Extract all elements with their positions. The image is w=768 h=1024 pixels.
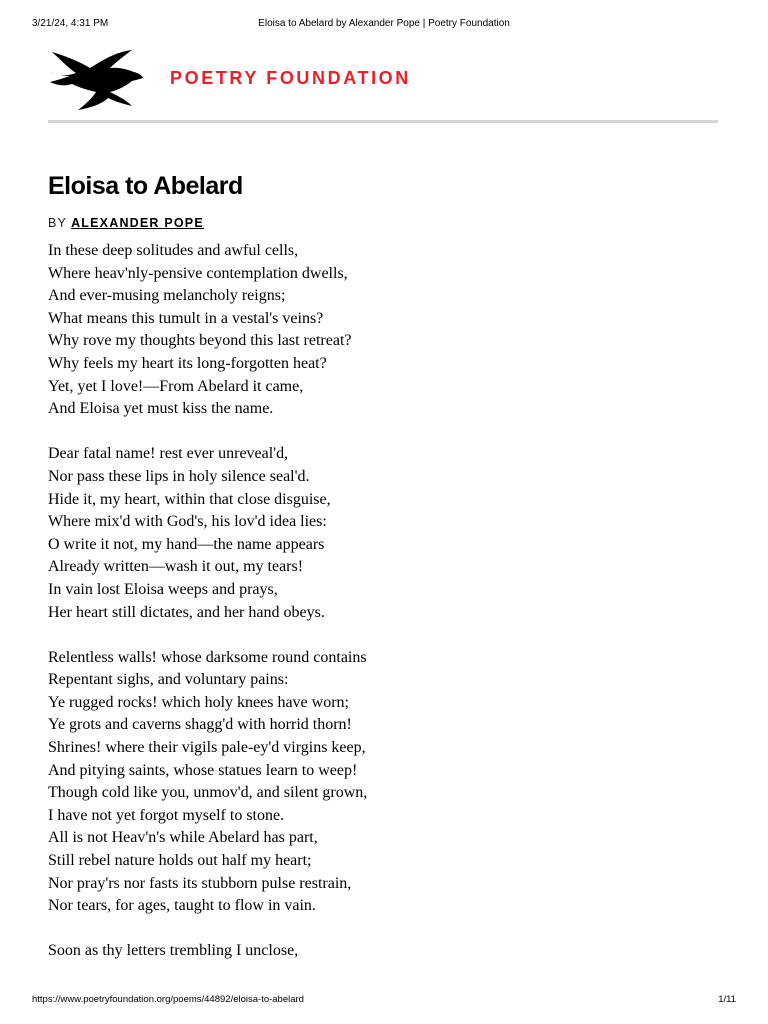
stanza: [48, 940, 608, 963]
byline: [48, 216, 204, 230]
print-datetime: 3/21/24, 4:31 PM: [32, 18, 109, 29]
site-logo[interactable]: [48, 46, 411, 110]
stanza: [48, 443, 608, 624]
poem-line: All is not Heav'n's while Abelard has part,: [48, 829, 318, 847]
poem-line: And ever-musing melancholy reigns;: [48, 287, 286, 305]
print-url: https://www.poetryfoundation.org/poems/44892/eloisa-to-abelard: [32, 994, 304, 1005]
poem-line: Why feels my heart its long-forgotten heat?: [48, 354, 327, 372]
poem-line: In vain lost Eloisa weeps and prays,: [48, 580, 278, 598]
poem-line: Still rebel nature holds out half my heart;: [48, 852, 312, 870]
pegasus-logo-icon: [48, 46, 144, 110]
poem-line: Why rove my thoughts beyond this last retreat?: [48, 332, 352, 350]
poem-line: And pitying saints, whose statues learn to weep!: [48, 761, 358, 779]
brand-name: POETRY FOUNDATION: [170, 67, 411, 88]
print-page-number: 1/11: [718, 994, 736, 1005]
poem-line: Repentant sighs, and voluntary pains:: [48, 671, 289, 689]
poem-line: Where mix'd with God's, his lov'd idea lies:: [48, 513, 327, 531]
poem-line: Where heav'nly-pensive contemplation dwells,: [48, 264, 348, 282]
poem-line: Ye grots and caverns shagg'd with horrid thorn!: [48, 716, 352, 734]
print-page-title: Eloisa to Abelard by Alexander Pope | Poetry Foundation: [258, 18, 510, 29]
byline-label: BY: [48, 216, 68, 230]
header-divider: [48, 120, 718, 123]
poem-title: Eloisa to Abelard: [48, 172, 243, 200]
poem-line: Yet, yet I love!—From Abelard it came,: [48, 377, 304, 395]
poem-line: Hide it, my heart, within that close disguise,: [48, 490, 331, 508]
poem-line: Nor pray'rs nor fasts its stubborn pulse restrain,: [48, 874, 352, 892]
poem-line: I have not yet forgot myself to stone.: [48, 806, 285, 824]
poem-line: Soon as thy letters trembling I unclose,: [48, 942, 299, 960]
print-footer: [32, 994, 736, 1006]
poem-line: In these deep solitudes and awful cells,: [48, 242, 299, 259]
poem-line: Ye rugged rocks! which holy knees have worn;: [48, 693, 349, 711]
stanza: [48, 647, 608, 918]
poem-body: [48, 240, 608, 986]
poem-line: Nor tears, for ages, taught to flow in vain.: [48, 897, 316, 915]
poem-line: And Eloisa yet must kiss the name.: [48, 400, 274, 418]
poem-line: Relentless walls! whose darksome round contains: [48, 648, 367, 666]
poem-line: Dear fatal name! rest ever unreveal'd,: [48, 445, 289, 463]
poem-line: Nor pass these lips in holy silence seal'd.: [48, 467, 310, 485]
poem-line: O write it not, my hand—the name appears: [48, 535, 325, 553]
print-header: [32, 18, 736, 32]
poem-line: What means this tumult in a vestal's veins?: [48, 309, 324, 327]
poem-line: Already written—wash it out, my tears!: [48, 558, 304, 576]
poem-line: Shrines! where their vigils pale-ey'd virgins keep,: [48, 739, 366, 757]
poem-line: Her heart still dictates, and her hand obeys.: [48, 603, 325, 621]
poem-line: Though cold like you, unmov'd, and silent grown,: [48, 784, 368, 802]
author-link[interactable]: ALEXANDER POPE: [71, 216, 204, 230]
stanza: [48, 240, 608, 421]
